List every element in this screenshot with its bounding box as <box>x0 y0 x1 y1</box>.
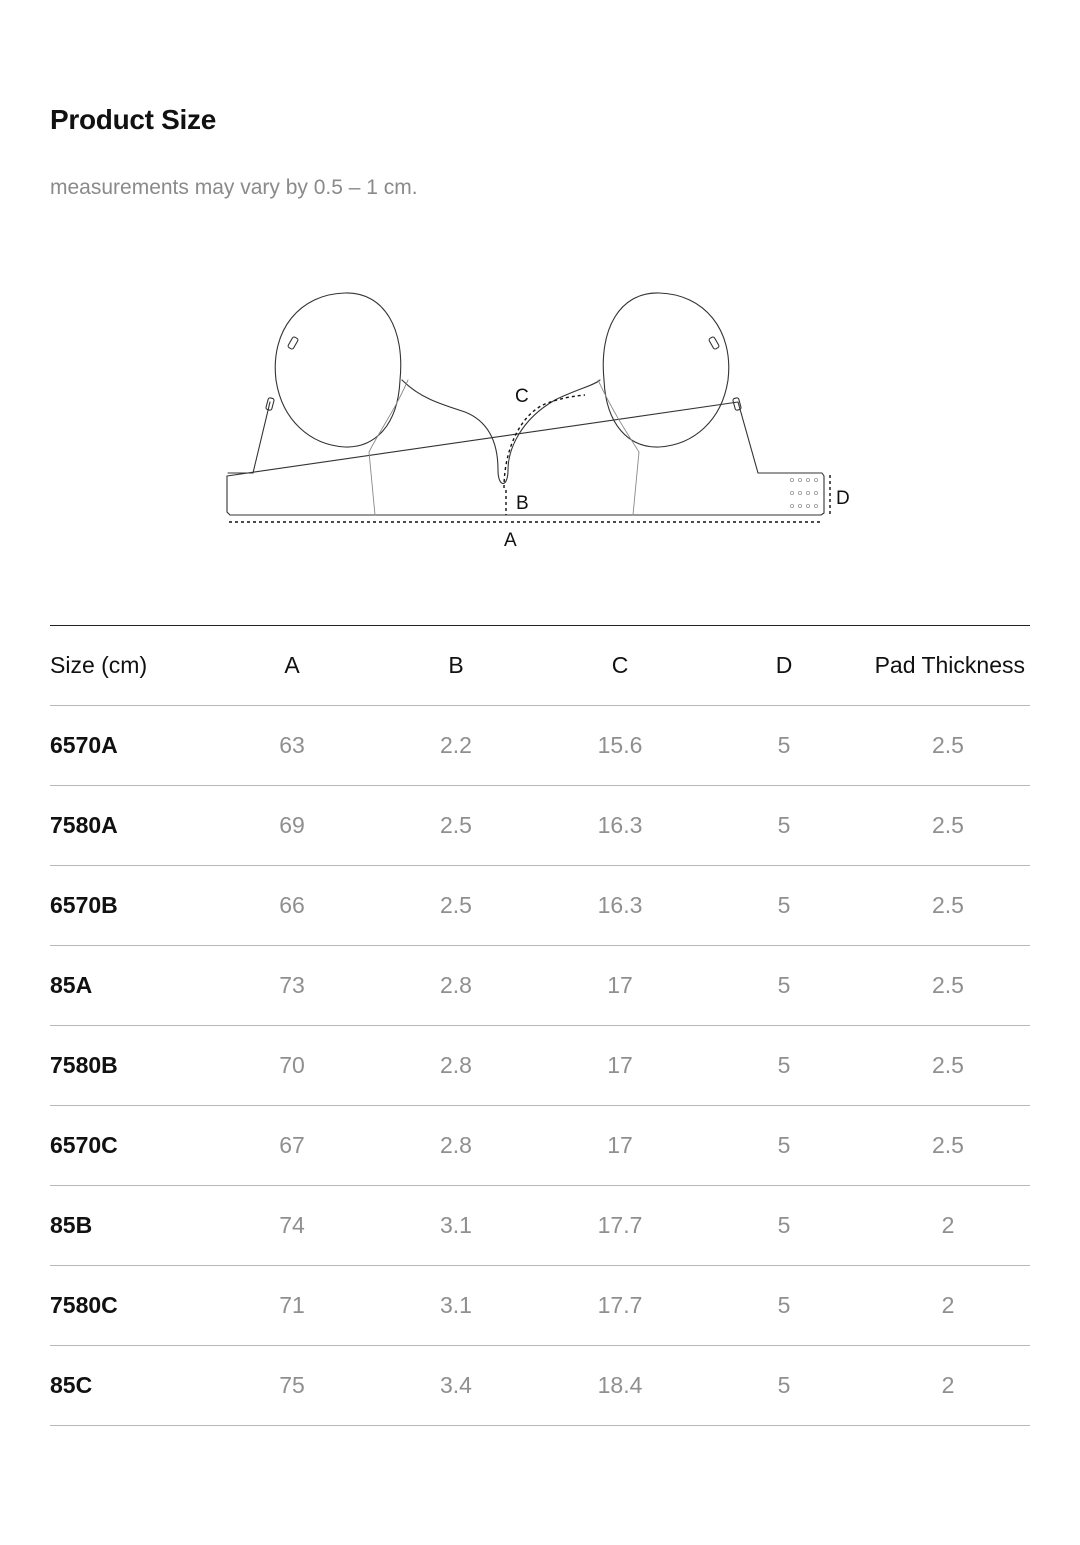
cell-d: 5 <box>702 866 866 946</box>
table-row <box>50 706 1030 786</box>
cell-b: 3.1 <box>374 1266 538 1346</box>
cell-size: 7580A <box>50 786 210 866</box>
table-row <box>50 946 1030 1026</box>
cell-c: 17.7 <box>538 1266 702 1346</box>
cell-size: 6570A <box>50 706 210 786</box>
cell-pad: 2.5 <box>866 866 1030 946</box>
table-row <box>50 1346 1030 1426</box>
cell-c: 17 <box>538 946 702 1026</box>
table-row <box>50 786 1030 866</box>
right-slider-top <box>708 336 719 349</box>
header-size: Size (cm) <box>50 626 210 706</box>
cell-pad: 2.5 <box>866 1106 1030 1186</box>
measurement-note: measurements may vary by 0.5 – 1 cm. <box>50 176 418 199</box>
cell-c: 15.6 <box>538 706 702 786</box>
cell-b: 2.2 <box>374 706 538 786</box>
cell-d: 5 <box>702 1026 866 1106</box>
cell-c: 17 <box>538 1026 702 1106</box>
bra-outline-illustration <box>0 270 1080 570</box>
cell-a: 63 <box>210 706 374 786</box>
header-b: B <box>374 626 538 706</box>
label-a: A <box>504 530 517 551</box>
cell-size: 6570C <box>50 1106 210 1186</box>
cell-size: 85A <box>50 946 210 1026</box>
cell-a: 70 <box>210 1026 374 1106</box>
cell-b: 2.5 <box>374 866 538 946</box>
cell-size: 7580B <box>50 1026 210 1106</box>
cell-b: 2.8 <box>374 1106 538 1186</box>
cell-pad: 2.5 <box>866 946 1030 1026</box>
cell-c: 16.3 <box>538 786 702 866</box>
label-b: B <box>516 493 529 514</box>
cell-d: 5 <box>702 706 866 786</box>
cell-b: 3.4 <box>374 1346 538 1426</box>
cell-a: 74 <box>210 1186 374 1266</box>
size-table <box>50 625 1030 1426</box>
cell-pad: 2.5 <box>866 786 1030 866</box>
header-pad-thickness: Pad Thickness <box>866 626 1030 706</box>
page-title: Product Size <box>50 104 216 135</box>
cell-size: 85C <box>50 1346 210 1426</box>
cell-size: 7580C <box>50 1266 210 1346</box>
cell-size: 85B <box>50 1186 210 1266</box>
cell-pad: 2 <box>866 1266 1030 1346</box>
left-strap <box>275 293 401 447</box>
cell-d: 5 <box>702 946 866 1026</box>
cell-pad: 2 <box>866 1346 1030 1426</box>
cell-c: 17.7 <box>538 1186 702 1266</box>
cell-size: 6570B <box>50 866 210 946</box>
cell-c: 16.3 <box>538 866 702 946</box>
cell-pad: 2.5 <box>866 1026 1030 1106</box>
cell-c: 17 <box>538 1106 702 1186</box>
table-row <box>50 866 1030 946</box>
table-row <box>50 1106 1030 1186</box>
label-d: D <box>836 488 850 509</box>
cell-d: 5 <box>702 1346 866 1426</box>
cell-c: 18.4 <box>538 1346 702 1426</box>
cell-a: 66 <box>210 866 374 946</box>
measure-line-c <box>504 395 585 488</box>
cell-a: 69 <box>210 786 374 866</box>
cell-d: 5 <box>702 786 866 866</box>
header-c: C <box>538 626 702 706</box>
cell-b: 2.5 <box>374 786 538 866</box>
hook-closure <box>790 478 817 507</box>
bra-measurement-diagram <box>0 270 1080 570</box>
cell-a: 67 <box>210 1106 374 1186</box>
header-a: A <box>210 626 374 706</box>
cell-b: 2.8 <box>374 1026 538 1106</box>
right-seam <box>598 380 639 515</box>
cell-b: 2.8 <box>374 946 538 1026</box>
cell-a: 73 <box>210 946 374 1026</box>
table-header-row <box>50 626 1030 706</box>
table-row <box>50 1026 1030 1106</box>
cell-b: 3.1 <box>374 1186 538 1266</box>
cell-pad: 2 <box>866 1186 1030 1266</box>
left-seam <box>369 380 408 515</box>
left-slider-top <box>287 336 298 349</box>
table-row <box>50 1266 1030 1346</box>
cell-pad: 2.5 <box>866 706 1030 786</box>
cell-d: 5 <box>702 1106 866 1186</box>
table-row <box>50 1186 1030 1266</box>
cell-d: 5 <box>702 1186 866 1266</box>
label-c: C <box>515 386 529 407</box>
header-d: D <box>702 626 866 706</box>
cell-d: 5 <box>702 1266 866 1346</box>
cell-a: 71 <box>210 1266 374 1346</box>
cell-a: 75 <box>210 1346 374 1426</box>
